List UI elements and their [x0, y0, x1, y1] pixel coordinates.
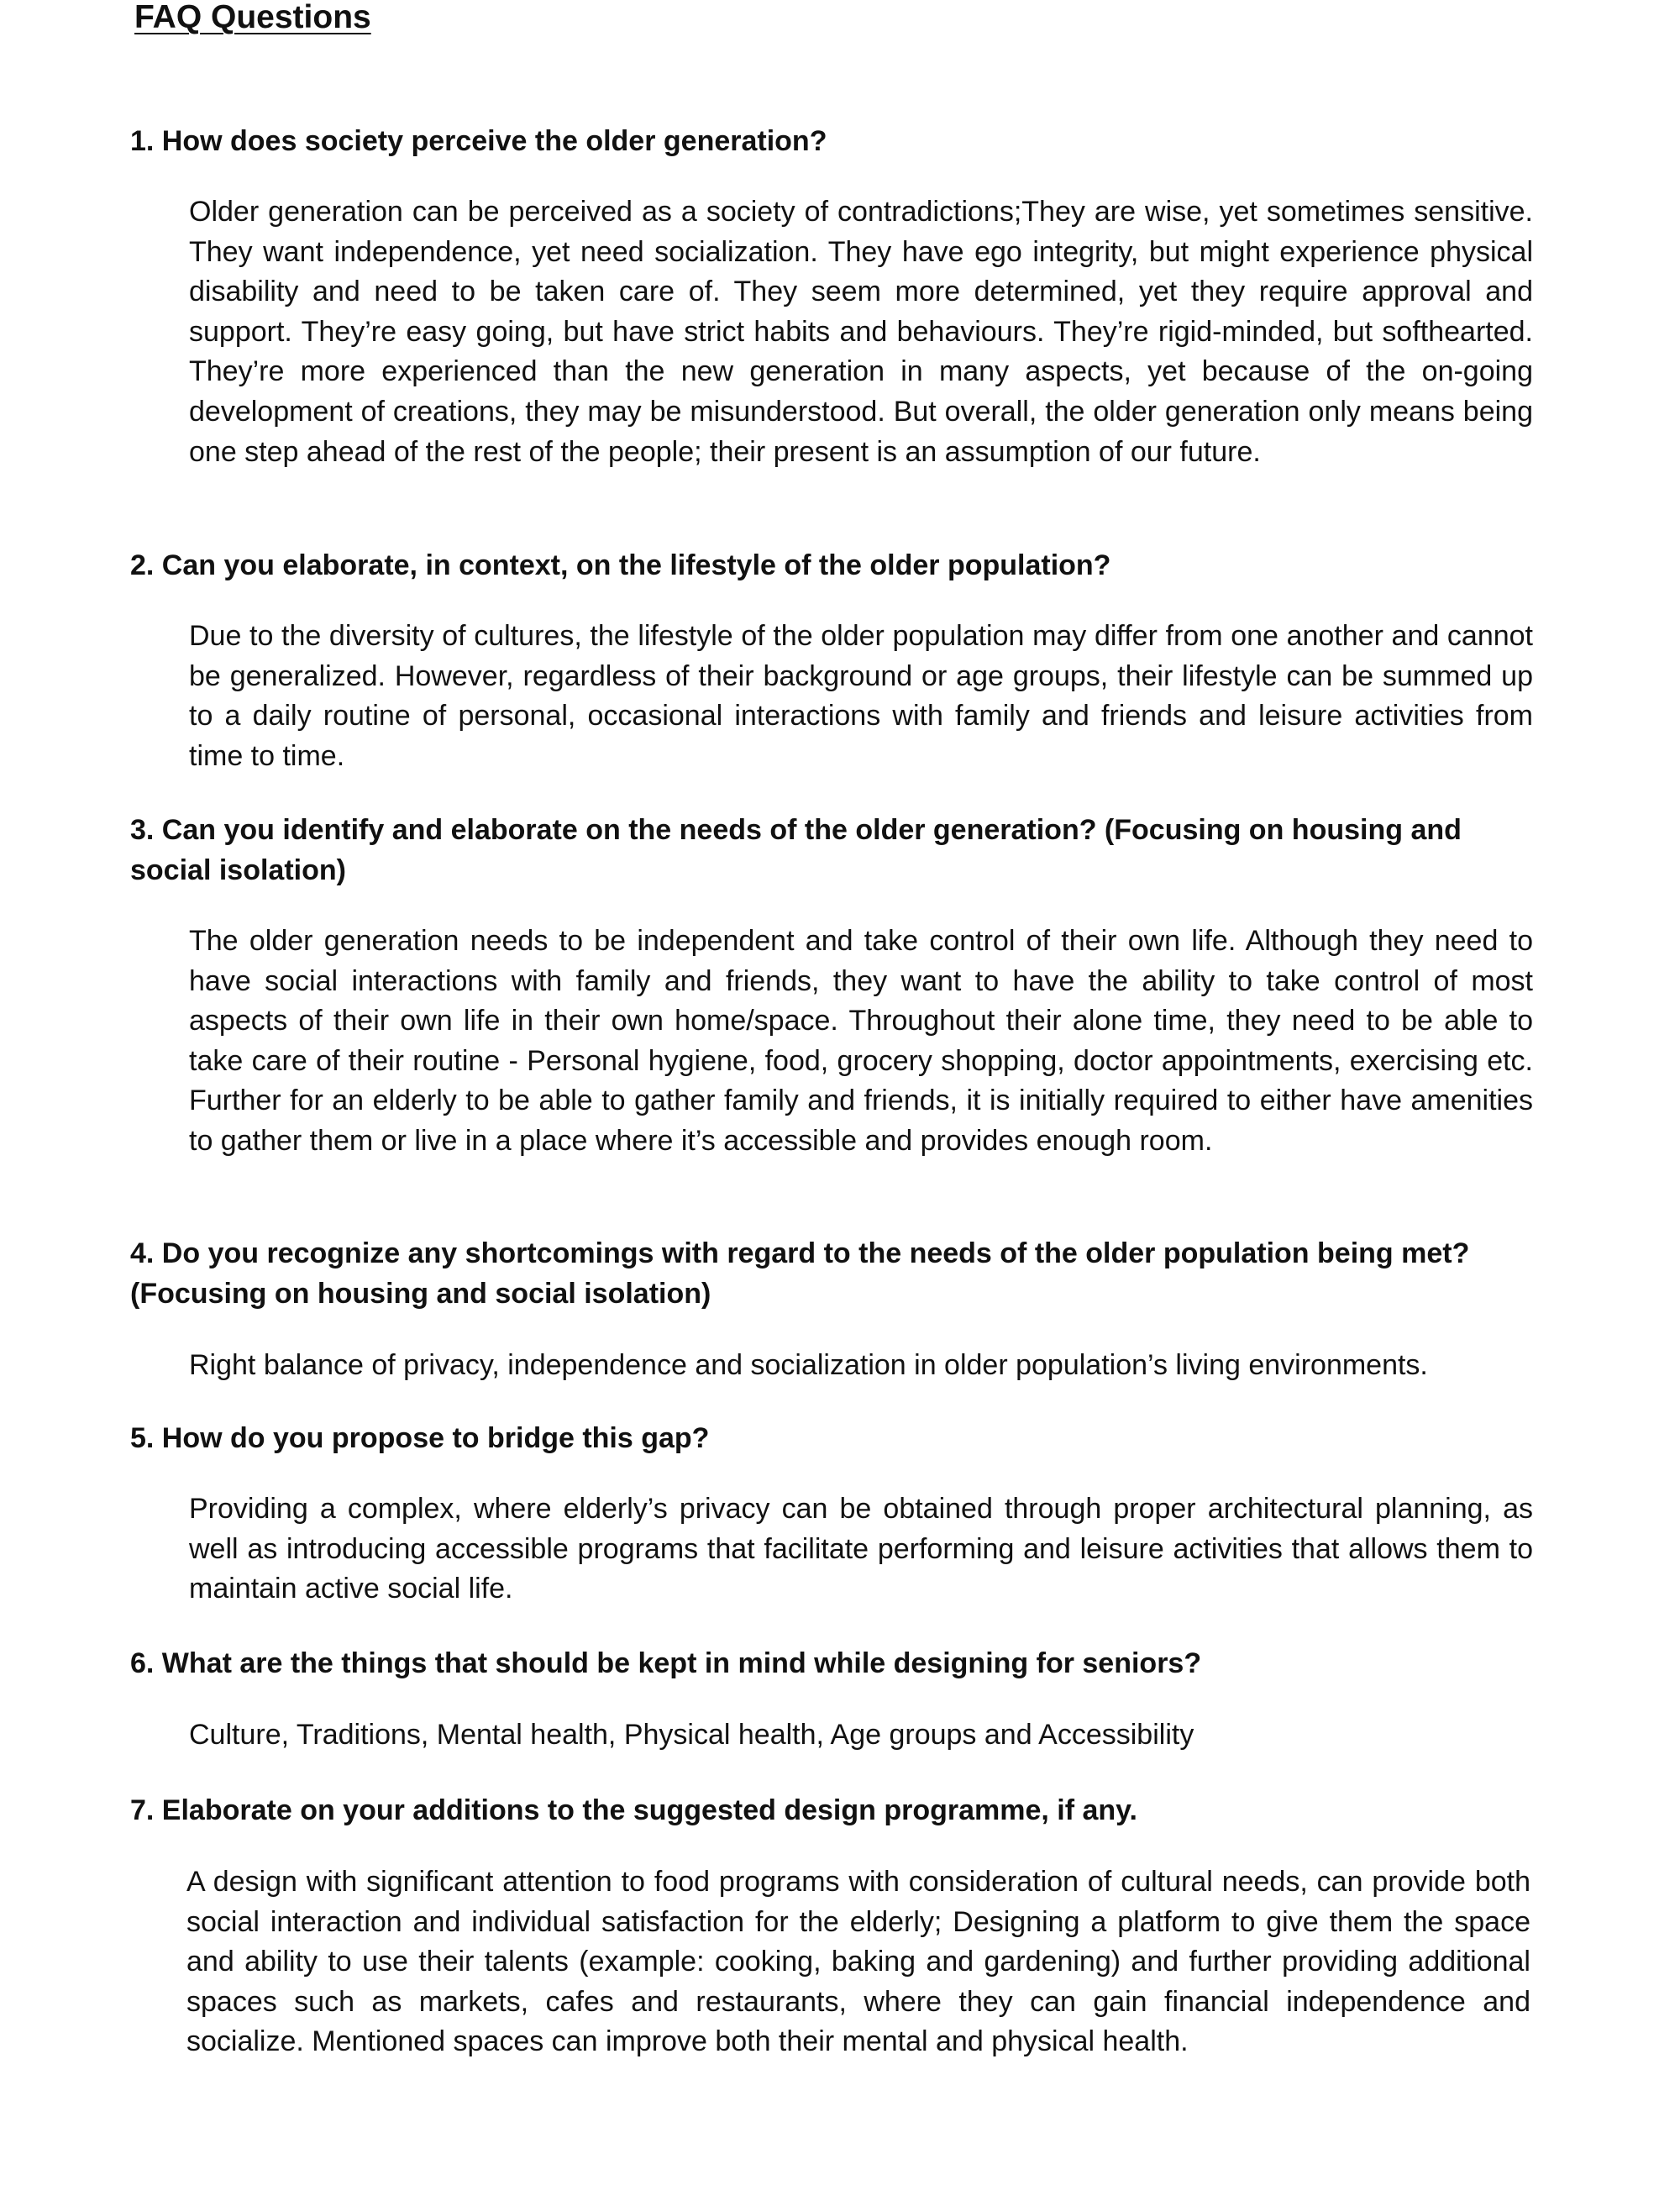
- faq-question-4: 4. Do you recognize any shortcomings with regard to the needs of the older population being met? (Focusing on housing and social isolation): [130, 1237, 1470, 1310]
- document-title: FAQ Questions: [134, 0, 371, 35]
- faq-question-6: 6. What are the things that should be kept in mind while designing for seniors?: [130, 1647, 1202, 1679]
- faq-question-5: 5. How do you propose to bridge this gap?: [130, 1422, 710, 1454]
- faq-answer-2: Due to the diversity of cultures, the lifestyle of the older population may differ from one another and cannot be generalized. However, regardless of their background or age groups, their lifestyle can be summed up to a daily routine of personal, occasional interactions with family and friends and leisure activities from time to time.: [189, 620, 1533, 772]
- faq-question-2: 2. Can you elaborate, in context, on the lifestyle of the older population?: [130, 549, 1111, 581]
- faq-answer-1: Older generation can be perceived as a society of contradictions;They are wise, yet sometimes sensitive. They want independence, yet need socialization. They have ego integrity, but might experience physical disability and need to be taken care of. They seem more determined, yet they require approval and support. They’re easy going, but have strict habits and behaviours. They’re rigid-minded, but softhearted. They’re more experienced than the new generation in many aspects, yet because of the on-going development of creations, they may be misunderstood. But overall, the older generation only means being one step ahead of the rest of the people; their present is an assumption of our future.: [189, 196, 1533, 468]
- faq-question-7: 7. Elaborate on your additions to the suggested design programme, if any.: [130, 1794, 1137, 1826]
- faq-question-1: 1. How does society perceive the older generation?: [130, 125, 827, 157]
- faq-answer-7: A design with significant attention to food programs with consideration of cultural needs, can provide both social interaction and individual satisfaction for the elderly; Designing a platform to give them the space and ability to use their talents (example: cooking, baking and gardening) and further providing additional spaces such as markets, cafes and restaurants, where they can gain financial independence and socialize. Mentioned spaces can improve both their mental and physical health.: [186, 1866, 1530, 2058]
- faq-answer-4: Right balance of privacy, independence and socialization in older population’s living environments.: [189, 1349, 1428, 1381]
- faq-answer-6: Culture, Traditions, Mental health, Physical health, Age groups and Accessibility: [189, 1719, 1194, 1751]
- faq-answer-3: The older generation needs to be independent and take control of their own life. Although they need to have social interactions with family and friends, they want to have the ability to take control of most aspects of their own life in their own home/space. Throughout their alone time, they need to be able to take care of their routine - Personal hygiene, food, grocery shopping, doctor appointments, exercising etc. Further for an elderly to be able to gather family and friends, it is initially required to either have amenities to gather them or live in a place where it’s accessible and provides enough room.: [189, 925, 1533, 1157]
- faq-question-3: 3. Can you identify and elaborate on the needs of the older generation? (Focusing on housing and social isolation): [130, 814, 1462, 886]
- faq-answer-5: Providing a complex, where elderly’s privacy can be obtained through proper architectural planning, as well as introducing accessible programs that facilitate performing and leisure activities that allows them to maintain active social life.: [189, 1493, 1533, 1605]
